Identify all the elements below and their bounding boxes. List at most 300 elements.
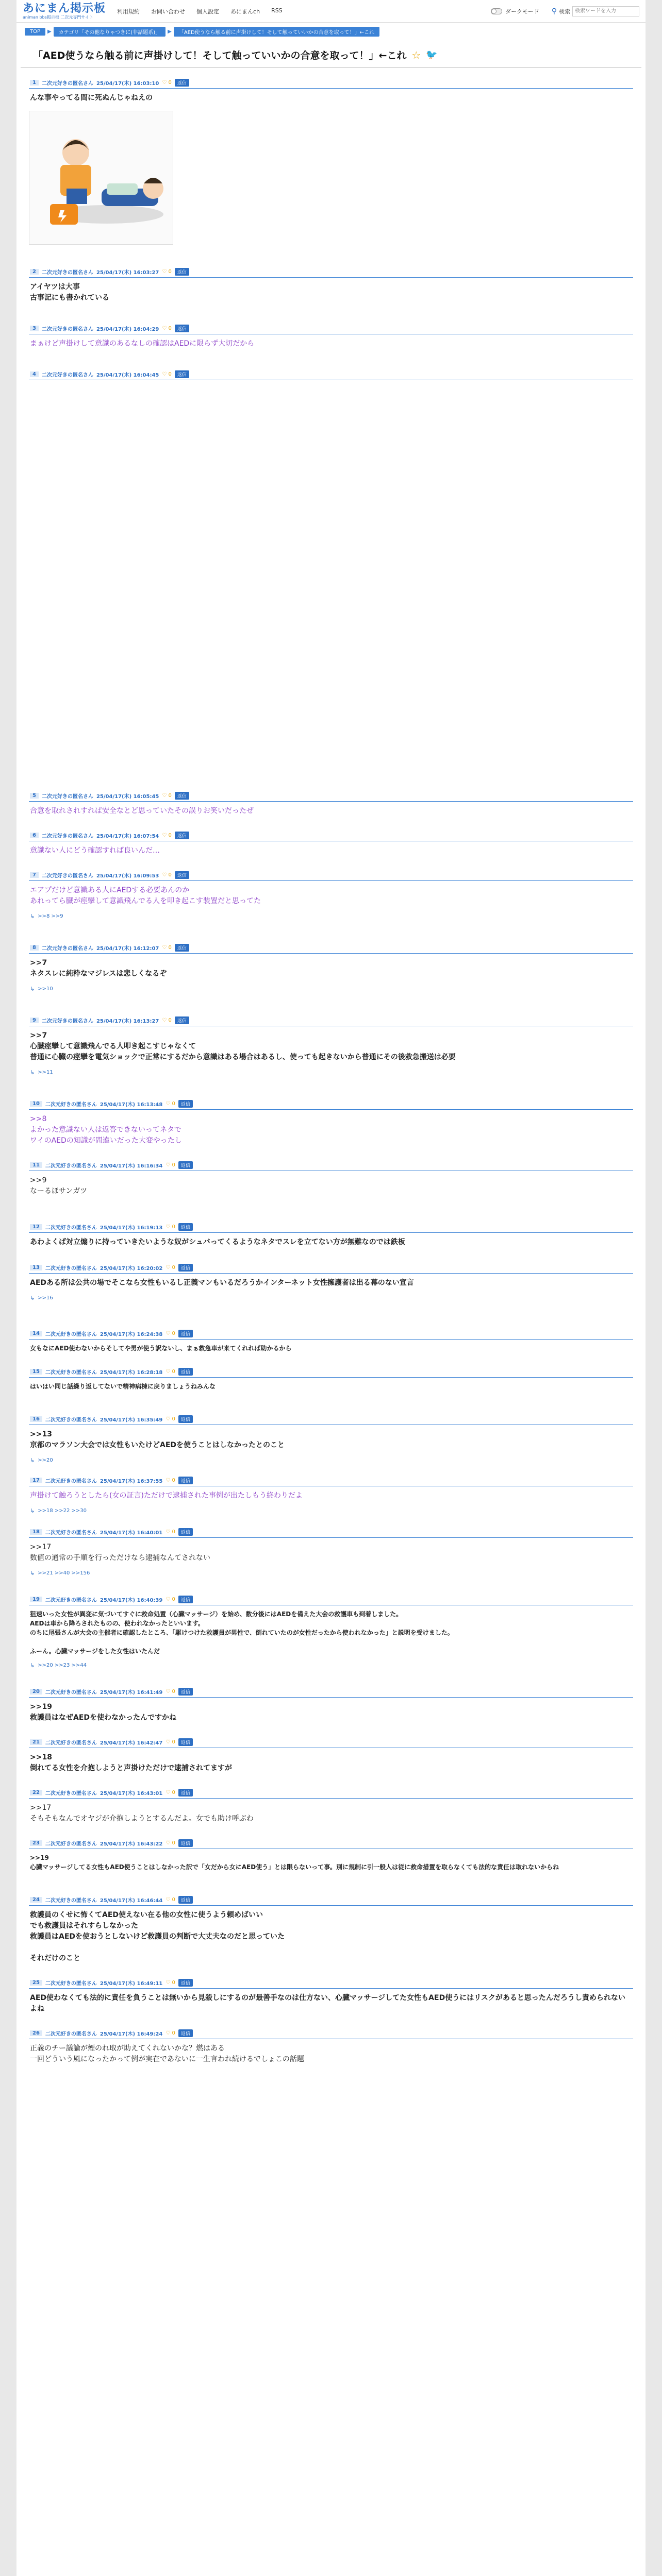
heart-icon: ♡: [166, 1980, 172, 1986]
post-date: 25/04/17(木) 16:07:54: [96, 834, 159, 839]
post-body: >>7 心臓痙攣して意識飛んでる人叩き起こすじゃなくて 普通に心臓の痙攣を電気ショックで正常にするだから意識はある場合はあるし、使っても起きないから普通にその後救急搬送は必要: [30, 1031, 456, 1061]
post-body: エアプだけど意識ある人にAEDする必要あんのか あれってら臓が痙攣して意識飛んでる人を叩き起こす装置だと思ってた: [30, 886, 261, 905]
site-logo[interactable]: [23, 3, 106, 20]
post-date: 25/04/17(木) 16:16:34: [100, 1163, 163, 1169]
post-body: アイヤツは大事 古事記にも書かれている: [30, 283, 109, 302]
reply-button[interactable]: 返信: [175, 1016, 189, 1024]
reply-button[interactable]: 返信: [175, 268, 189, 276]
post-number[interactable]: 11: [30, 1162, 42, 1168]
post-header: [29, 1475, 633, 1486]
thread-title-bar: [21, 41, 641, 68]
post-header: [29, 1527, 633, 1538]
like-count: 0: [172, 1840, 175, 1846]
reply-links[interactable]: >>18 >>22 >>30: [38, 1508, 87, 1514]
post: [29, 77, 633, 245]
poster-name: 二次元好きの匿名さん: [45, 1841, 97, 1847]
poster-name: 二次元好きの匿名さん: [45, 1530, 97, 1536]
post-number[interactable]: 24: [30, 1897, 42, 1903]
like-button[interactable]: [166, 1597, 175, 1602]
heart-icon: ♡: [166, 1224, 172, 1230]
search-icon[interactable]: ⚲: [551, 7, 557, 15]
poster-name: 二次元好きの匿名さん: [45, 1225, 97, 1231]
poster-name: 二次元好きの匿名さん: [45, 1791, 97, 1797]
reply-arrow-icon: ↳: [30, 1662, 35, 1669]
like-count: 0: [172, 1331, 175, 1336]
post-list: [16, 77, 646, 2069]
like-count: 0: [172, 1224, 175, 1230]
heart-icon: ♡: [166, 1331, 172, 1336]
like-button[interactable]: [162, 872, 172, 878]
reply-references[interactable]: [29, 1505, 633, 1516]
post: [29, 830, 633, 860]
reply-button[interactable]: 返信: [175, 944, 189, 952]
post-header: [29, 77, 633, 89]
post-number[interactable]: 9: [30, 1018, 39, 1023]
like-count: 0: [172, 1265, 175, 1270]
heart-icon: ♡: [162, 793, 169, 799]
like-count: 0: [172, 1478, 175, 1483]
post-number[interactable]: 15: [30, 1369, 42, 1375]
heart-icon: ♡: [166, 1478, 172, 1483]
like-button[interactable]: [166, 1101, 175, 1107]
post: [29, 1098, 633, 1150]
post: [29, 1977, 633, 2019]
twitter-share-icon[interactable]: 🐦: [426, 49, 438, 60]
reply-arrow-icon: ↳: [30, 1457, 35, 1464]
reply-arrow-icon: ↳: [30, 986, 35, 992]
page: [16, 0, 646, 2576]
post: [29, 1787, 633, 1828]
post-body: >>19 心臓マッサージしてる女性もAED使うことはしなかった訳で「女だから女にAED使う」とは限らないって事。別に規制に引一般人は従に救命措置を取らなくても法的な責任は取れないからね: [30, 1854, 559, 1871]
post-date: 25/04/17(木) 16:43:22: [100, 1841, 163, 1847]
post-header: [29, 1015, 633, 1026]
post-header: [29, 1894, 633, 1906]
post-header: [29, 323, 633, 334]
post-date: 25/04/17(木) 16:20:02: [100, 1266, 163, 1272]
reply-button[interactable]: 返信: [178, 1415, 193, 1423]
post-number[interactable]: 22: [30, 1790, 42, 1795]
post: [29, 1894, 633, 1968]
post: [29, 369, 633, 388]
heart-icon: ♡: [166, 1265, 172, 1270]
reply-links[interactable]: >>21 >>40 >>156: [38, 1570, 90, 1576]
reply-button[interactable]: 返信: [178, 1161, 193, 1169]
post: [29, 1737, 633, 1778]
heart-icon: ♡: [166, 1597, 172, 1602]
post-body: >>7 ネタスレに純粋なマジレスは悲しくなるぞ: [30, 959, 167, 978]
search-box: [552, 6, 639, 16]
heart-icon: ♡: [166, 1897, 172, 1903]
like-button[interactable]: [166, 1265, 175, 1270]
reply-button[interactable]: 返信: [175, 79, 189, 87]
reply-button[interactable]: 返信: [178, 1896, 193, 1904]
heart-icon: ♡: [166, 1689, 172, 1694]
post-header: [29, 1098, 633, 1110]
post-header: [29, 942, 633, 954]
post-body: AED使わなくても法的に責任を負うことは無いから見殺しにするのが最善手なのは仕方ない、心臓マッサージしてた女性もAED使うにはリスクがあると思ったんだろうし責められないよね: [30, 1994, 625, 2013]
post-date: 25/04/17(木) 16:37:55: [100, 1479, 163, 1484]
like-count: 0: [172, 1529, 175, 1535]
like-count: 0: [172, 1101, 175, 1107]
crumb-top[interactable]: TOP: [25, 28, 45, 36]
post-header: [29, 1222, 633, 1233]
post-date: 25/04/17(木) 16:04:45: [96, 372, 159, 378]
poster-name: 二次元好きの匿名さん: [41, 873, 93, 879]
post-number[interactable]: 14: [30, 1331, 42, 1336]
heart-icon: ♡: [166, 1101, 172, 1107]
post-body: >>17 数値の通常の手順を行っただけなら逮捕なんてされない: [30, 1543, 210, 1562]
post-header: [29, 369, 633, 380]
heart-icon: ♡: [166, 2030, 172, 2036]
post-body: >>13 京都のマラソン大会では女性もいたけどAEDを使うことはしなかったとのこと: [30, 1430, 285, 1449]
dark-mode-label: ダークモード: [505, 8, 539, 15]
post-body: んな事やってる間に死ぬんじゃねえの: [30, 94, 153, 102]
like-button[interactable]: [162, 326, 172, 331]
post-body: >>19 救護員はなぜAEDを使わなかったんですかね: [30, 1703, 177, 1722]
post-body: [29, 380, 633, 388]
like-count: 0: [168, 945, 172, 951]
post-body: >>18 倒れてる女性を介抱しようと声掛けただけで逮捕されてますが: [30, 1753, 232, 1772]
reply-button[interactable]: 返信: [178, 1477, 193, 1484]
post-date: 25/04/17(木) 16:46:44: [100, 1898, 163, 1904]
poster-name: 二次元好きの匿名さん: [45, 2031, 97, 2037]
post-number[interactable]: 6: [30, 833, 39, 838]
heart-icon: ♡: [162, 269, 169, 275]
thread-title: 「AED使うなら触る前に声掛けして！そして触っていいかの合意を取って！」←これ: [33, 50, 407, 61]
heart-icon: ♡: [162, 945, 169, 951]
post-header: [29, 790, 633, 802]
site-header: [16, 0, 646, 23]
post-date: 25/04/17(木) 16:35:49: [100, 1417, 163, 1423]
post-date: 25/04/17(木) 16:28:18: [100, 1370, 163, 1376]
post: [29, 1222, 633, 1252]
like-button[interactable]: [162, 793, 172, 799]
poster-name: 二次元好きの匿名さん: [41, 834, 93, 839]
heart-icon: ♡: [162, 1018, 169, 1023]
reply-references[interactable]: [29, 1455, 633, 1466]
post-number[interactable]: 1: [30, 80, 39, 86]
toggle-knob: [491, 9, 496, 14]
toggle-switch[interactable]: [491, 8, 502, 14]
post-date: 25/04/17(木) 16:12:07: [96, 946, 159, 952]
post-body: 狙速いった女性が異変に気づいてすぐに救命処置（心臓マッサージ）を始め、数分後にはAEDを備えた大会の救護車も到着しました。 AEDは車から降ろされたものの、使われなかったといいます。 のちに尾張さんが大会の主催者に確認したところ、「駆けつけた救護員が男性で、倒れていたのが女性だったから使われなかった」と説明を受けました。 ふーん。心臓マッサージをした女性はいたんだ: [30, 1611, 454, 1655]
post-number[interactable]: 23: [30, 1840, 42, 1846]
post-body: >>17 そもそもなんでオヤジが介抱しようとするんだよ。女でも助け呼ぶわ: [30, 1804, 254, 1823]
post-header: [29, 1977, 633, 1989]
like-button[interactable]: [166, 1416, 175, 1422]
poster-name: 二次元好きの匿名さん: [41, 946, 93, 952]
post-date: 25/04/17(木) 16:04:29: [96, 327, 159, 332]
poster-name: 二次元好きの匿名さん: [45, 1266, 97, 1272]
post-header: [29, 1366, 633, 1378]
post-header: [29, 870, 633, 881]
aed-illustration: [29, 111, 173, 245]
reply-links[interactable]: >>20: [38, 1458, 53, 1463]
heart-icon: ♡: [166, 1369, 172, 1375]
post-header: [29, 1686, 633, 1698]
reply-links[interactable]: >>10: [38, 986, 53, 992]
poster-name: 二次元好きの匿名さん: [45, 1417, 97, 1423]
like-count: 0: [168, 872, 172, 878]
like-button[interactable]: [166, 1689, 175, 1694]
post-number[interactable]: 18: [30, 1529, 42, 1535]
like-button[interactable]: [166, 1331, 175, 1336]
nav-rss[interactable]: RSS: [271, 7, 283, 14]
reply-button[interactable]: 返信: [178, 1264, 193, 1272]
like-button[interactable]: [162, 1018, 172, 1023]
like-count: 0: [168, 1018, 172, 1023]
crumb-separator: ▶: [168, 29, 172, 35]
post-header: [29, 1787, 633, 1799]
breadcrumb: [16, 23, 646, 41]
poster-name: 二次元好きの匿名さん: [45, 1598, 97, 1603]
post-header: [29, 1328, 633, 1340]
post-body: はいはい同じ話繰り返してないで精神病棟に戻りましょうねみんな: [30, 1383, 216, 1390]
post-number[interactable]: 10: [30, 1101, 42, 1107]
reply-button[interactable]: 返信: [178, 1100, 193, 1108]
crumb-category[interactable]: カテゴリ「その他なりゃつきに(非話題系)」: [54, 27, 166, 37]
nav-settings[interactable]: 個人設定: [196, 8, 220, 15]
like-button[interactable]: [166, 1529, 175, 1535]
reply-links[interactable]: >>20 >>23 >>44: [38, 1663, 87, 1668]
post-header: [29, 830, 633, 841]
reply-button[interactable]: 返信: [175, 370, 189, 378]
post-number[interactable]: 20: [30, 1689, 42, 1694]
reply-references[interactable]: [29, 1067, 633, 1078]
reply-button[interactable]: 返信: [178, 1368, 193, 1376]
heart-icon: ♡: [166, 1739, 172, 1745]
like-button[interactable]: [166, 1840, 175, 1846]
post-number[interactable]: 7: [30, 872, 39, 878]
post-date: 25/04/17(木) 16:49:24: [100, 2031, 163, 2037]
like-count: 0: [172, 1416, 175, 1422]
reply-references[interactable]: [29, 1293, 633, 1303]
search-input[interactable]: [572, 6, 639, 16]
post: [29, 323, 633, 353]
like-count: 0: [168, 833, 172, 838]
poster-name: 二次元好きの匿名さん: [45, 1370, 97, 1376]
post-number[interactable]: 8: [30, 945, 39, 951]
like-button[interactable]: [162, 833, 172, 838]
like-button[interactable]: [166, 1739, 175, 1745]
post-date: 25/04/17(木) 16:03:10: [96, 81, 159, 87]
favorite-star-icon[interactable]: ☆: [411, 48, 421, 61]
post-date: 25/04/17(木) 16:24:38: [100, 1332, 163, 1337]
post-date: 25/04/17(木) 16:05:45: [96, 794, 159, 800]
reply-links[interactable]: >>11: [38, 1070, 53, 1075]
post: [29, 1414, 633, 1466]
post-date: 25/04/17(木) 16:19:13: [100, 1225, 163, 1231]
post-header: [29, 1594, 633, 1605]
crumb-thread[interactable]: 「AED使うなら触る前に声掛けして！そして触っていいかの合意を取って！」←これ: [174, 27, 379, 37]
post: [29, 1838, 633, 1876]
post-date: 25/04/17(木) 16:09:53: [96, 873, 159, 879]
post-body: あわよくば対立煽りに持っていきたいような奴がシュバってくるようなネタでスレを立てない方が無難なのでは鉄板: [30, 1238, 405, 1246]
post-date: 25/04/17(木) 16:40:01: [100, 1530, 163, 1536]
like-button[interactable]: [162, 269, 172, 275]
post-number[interactable]: 17: [30, 1478, 42, 1483]
reply-references[interactable]: [29, 1660, 633, 1671]
poster-name: 二次元好きの匿名さん: [41, 81, 93, 87]
reply-button[interactable]: 返信: [178, 2029, 193, 2037]
reply-button[interactable]: 返信: [178, 1979, 193, 1987]
like-button[interactable]: [166, 1478, 175, 1483]
like-button[interactable]: [166, 1790, 175, 1795]
post-body: まぁけど声掛けして意識のあるなしの確認はAEDに限らず大切だから: [30, 340, 255, 348]
poster-name: 二次元好きの匿名さん: [41, 794, 93, 800]
like-count: 0: [168, 371, 172, 377]
reply-links[interactable]: >>16: [38, 1295, 53, 1301]
post: [29, 1160, 633, 1201]
poster-name: 二次元好きの匿名さん: [45, 1898, 97, 1904]
post-number[interactable]: 19: [30, 1597, 42, 1602]
post: [29, 1328, 633, 1357]
heart-icon: ♡: [166, 1529, 172, 1535]
dark-mode-toggle[interactable]: [491, 7, 539, 15]
like-count: 0: [168, 80, 172, 86]
reply-button[interactable]: 返信: [178, 1330, 193, 1337]
post: [29, 1366, 633, 1395]
post-header: [29, 1737, 633, 1748]
like-button[interactable]: [166, 1369, 175, 1375]
like-button[interactable]: [166, 1897, 175, 1903]
poster-name: 二次元好きの匿名さん: [41, 327, 93, 332]
post-date: 25/04/17(木) 16:13:48: [100, 1102, 163, 1108]
post-date: 25/04/17(木) 16:49:11: [100, 1981, 163, 1987]
like-count: 0: [172, 1897, 175, 1903]
post: [29, 870, 633, 922]
poster-name: 二次元好きの匿名さん: [45, 1740, 97, 1746]
like-count: 0: [168, 269, 172, 275]
like-count: 0: [172, 2030, 175, 2036]
post-body: >>9 なーるほサンガツ: [30, 1176, 88, 1195]
heart-icon: ♡: [162, 326, 169, 331]
post-number[interactable]: 13: [30, 1265, 42, 1270]
post-number[interactable]: 25: [30, 1980, 42, 1986]
poster-name: 二次元好きの匿名さん: [45, 1479, 97, 1484]
reply-button[interactable]: 返信: [175, 871, 189, 879]
reply-button[interactable]: 返信: [178, 1528, 193, 1536]
post-number[interactable]: 12: [30, 1224, 42, 1230]
reply-button[interactable]: 返信: [175, 325, 189, 332]
like-button[interactable]: [162, 945, 172, 951]
poster-name: 二次元好きの匿名さん: [45, 1163, 97, 1169]
reply-button[interactable]: 返信: [178, 1789, 193, 1797]
search-label: 検索: [559, 8, 570, 15]
post-body: >>8 よかった意識ない人は返答できないってネタで ワイのAEDの知識が間違いだった大変やったし: [30, 1115, 182, 1145]
reply-button[interactable]: 返信: [178, 1223, 193, 1231]
heart-icon: ♡: [162, 80, 169, 86]
heart-icon: ♡: [162, 872, 169, 878]
reply-button[interactable]: 返信: [175, 832, 189, 839]
post-date: 25/04/17(木) 16:41:49: [100, 1690, 163, 1696]
like-button[interactable]: [162, 371, 172, 377]
heart-icon: ♡: [162, 833, 169, 838]
reply-references[interactable]: [29, 911, 633, 922]
logo-subtitle: animan bbs掲示板 二次元専門サイト: [23, 14, 93, 20]
post: [29, 1475, 633, 1516]
reply-button[interactable]: 返信: [178, 1738, 193, 1746]
post-number[interactable]: 26: [30, 2030, 42, 2036]
like-count: 0: [172, 1369, 175, 1375]
post-date: 25/04/17(木) 16:43:01: [100, 1791, 163, 1797]
post-number[interactable]: 21: [30, 1739, 42, 1745]
nav-terms[interactable]: 利用規約: [117, 8, 140, 15]
heart-icon: ♡: [166, 1840, 172, 1846]
like-button[interactable]: [166, 1162, 175, 1168]
like-count: 0: [168, 793, 172, 799]
like-count: 0: [168, 326, 172, 331]
reply-arrow-icon: ↳: [30, 1069, 35, 1076]
post: [29, 942, 633, 994]
reply-references[interactable]: [29, 984, 633, 994]
poster-name: 二次元好きの匿名さん: [41, 1019, 93, 1024]
reply-links[interactable]: >>8 >>9: [38, 913, 63, 919]
post-date: 25/04/17(木) 16:03:27: [96, 270, 159, 276]
post-header: [29, 2028, 633, 2039]
post-date: 25/04/17(木) 16:42:47: [100, 1740, 163, 1746]
like-button[interactable]: [166, 1224, 175, 1230]
post: [29, 790, 633, 821]
post-date: 25/04/17(木) 16:40:39: [100, 1598, 163, 1603]
post: [29, 1594, 633, 1671]
post: [29, 1686, 633, 1727]
heart-icon: ♡: [166, 1790, 172, 1795]
post-body: 正義のチー議論が煙のれ取が助えてくれないかな？燃はある 一回どういう風になったかって例が実在であないに一生言われ続けるでしょこの話題: [30, 2044, 304, 2063]
crumb-separator: ▶: [47, 29, 52, 35]
post-body: 合意を取れされすれば安全なとど思っていたその誤りお笑いだったぜ: [30, 807, 254, 815]
poster-name: 二次元好きの匿名さん: [41, 372, 93, 378]
post-body: 意識ない人にどう確認すれば良いんだ…: [30, 846, 160, 855]
reply-button[interactable]: 返信: [175, 792, 189, 800]
post: [29, 266, 633, 308]
post-number[interactable]: 5: [30, 793, 39, 799]
post-body: 声掛けて触ろうとしたら(女の証言)ただけで逮捕された事例が出たしもう終わりだよ: [30, 1492, 303, 1500]
nav-contact[interactable]: お問い合わせ: [151, 8, 186, 15]
like-button[interactable]: [162, 80, 172, 86]
post-number[interactable]: 2: [30, 269, 39, 275]
post-header: [29, 1414, 633, 1425]
poster-name: 二次元好きの匿名さん: [45, 1102, 97, 1108]
reply-arrow-icon: ↳: [30, 1570, 35, 1577]
reply-button[interactable]: 返信: [178, 1596, 193, 1603]
reply-arrow-icon: ↳: [30, 913, 35, 920]
reply-button[interactable]: 返信: [178, 1688, 193, 1696]
post-header: [29, 1838, 633, 1849]
heart-icon: ♡: [166, 1416, 172, 1422]
post-header: [29, 1262, 633, 1274]
reply-references[interactable]: [29, 1568, 633, 1579]
like-count: 0: [172, 1980, 175, 1986]
post-number[interactable]: 4: [30, 371, 39, 377]
like-button[interactable]: [166, 2030, 175, 2036]
reply-button[interactable]: 返信: [178, 1839, 193, 1847]
post-number[interactable]: 16: [30, 1416, 42, 1422]
like-count: 0: [172, 1689, 175, 1694]
post-body: AEDある所は公共の場でそこなら女性もいるし正義マンもいるだろうかインターネット女性擁護者は出る幕のない宣言: [30, 1279, 414, 1287]
post-number[interactable]: 3: [30, 326, 39, 331]
reply-arrow-icon: ↳: [30, 1507, 35, 1514]
post-header: [29, 266, 633, 278]
poster-name: 二次元好きの匿名さん: [45, 1690, 97, 1696]
global-nav: [117, 7, 491, 15]
post: [29, 1527, 633, 1579]
like-button[interactable]: [166, 1980, 175, 1986]
like-count: 0: [172, 1790, 175, 1795]
post-date: 25/04/17(木) 16:13:27: [96, 1019, 159, 1024]
poster-name: 二次元好きの匿名さん: [45, 1332, 97, 1337]
nav-animanch[interactable]: あにまんch: [230, 8, 260, 15]
